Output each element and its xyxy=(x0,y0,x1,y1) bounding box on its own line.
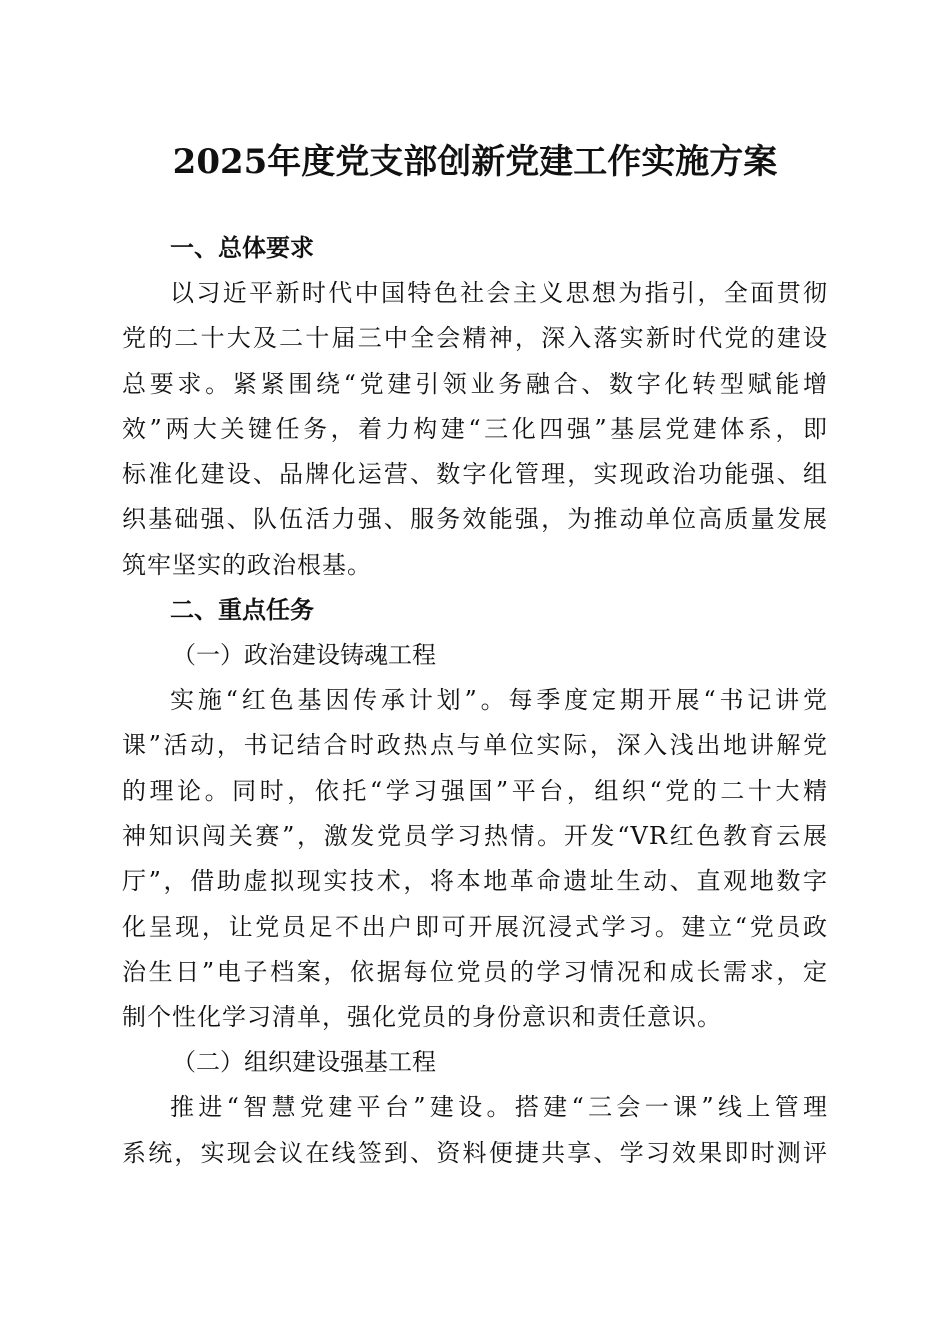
text-line: 效”两大关键任务，着力构建“三化四强”基层党建体系，即 xyxy=(122,414,828,443)
text-line: 化呈现，让党员足不出户即可开展沉浸式学习。建立“党员政 xyxy=(122,912,828,941)
document-body xyxy=(122,226,828,1176)
subsection-heading-political-building: （一）政治建设铸魂工程 xyxy=(172,641,436,670)
text-line: 厅”，借助虚拟现实技术，将本地革命遗址生动、直观地数字 xyxy=(122,867,828,896)
text-line: 课”活动，书记结合时政热点与单位实际，深入浅出地讲解党 xyxy=(122,731,828,760)
paragraph-organization-building xyxy=(122,1085,828,1176)
text-line: 治生日”电子档案，依据每位党员的学习情况和成长需求，定 xyxy=(122,957,828,986)
paragraph-general-requirements xyxy=(122,271,828,588)
text-line: 的理论。同时，依托“学习强国”平台，组织“党的二十大精 xyxy=(122,776,828,805)
document-title: 2025年度党支部创新党建工作实施方案 xyxy=(172,142,778,182)
text-line: 织基础强、队伍活力强、服务效能强，为推动单位高质量发展 xyxy=(122,505,828,534)
text-line: 制个性化学习清单，强化党员的身份意识和责任意识。 xyxy=(122,1003,722,1032)
text-line: 神知识闯关赛”，激发党员学习热情。开发“VR红色教育云展 xyxy=(122,821,828,850)
text-line: 标准化建设、品牌化运营、数字化管理，实现政治功能强、组 xyxy=(122,460,828,489)
paragraph-political-building xyxy=(122,678,828,1040)
section-heading-key-tasks: 二、重点任务 xyxy=(170,596,314,625)
subsection-heading-organization-building: （二）组织建设强基工程 xyxy=(172,1048,436,1077)
text-line: 以习近平新时代中国特色社会主义思想为指引，全面贯彻 xyxy=(170,279,828,307)
text-line: 总要求。紧紧围绕“党建引领业务融合、数字化转型赋能增 xyxy=(122,369,828,398)
section-heading-general-requirements: 一、总体要求 xyxy=(170,234,314,262)
text-line: 党的二十大及二十届三中全会精神，深入落实新时代党的建设 xyxy=(122,324,828,353)
text-line: 推进“智慧党建平台”建设。搭建“三会一课”线上管理 xyxy=(170,1093,828,1122)
text-line: 实施“红色基因传承计划”。每季度定期开展“书记讲党 xyxy=(170,686,828,715)
text-line: 筑牢坚实的政治根基。 xyxy=(122,550,372,579)
text-line: 系统，实现会议在线签到、资料便捷共享、学习效果即时测评 xyxy=(122,1138,828,1167)
